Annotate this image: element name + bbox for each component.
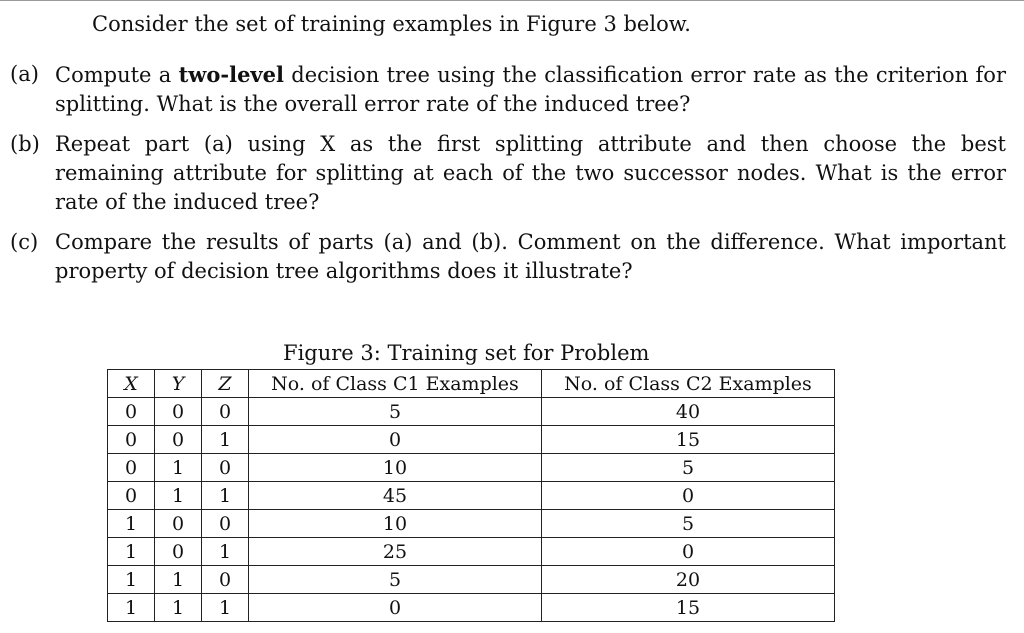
figure-caption: Figure 3: Training set for Problem [283, 341, 650, 365]
table-cell: 0 [155, 510, 202, 538]
question-text: Repeat part (a) using X as the first splitting attribute and then choose the best remaining attribute for splitting at each of the two successor nodes. What is the error rate of the induced tree? [55, 132, 1006, 214]
table-cell: 1 [202, 594, 249, 622]
table-header-row [108, 370, 835, 398]
question-a [10, 60, 1006, 119]
table-cell: 0 [202, 398, 249, 426]
training-set-table [107, 369, 835, 622]
table-cell: 1 [202, 426, 249, 454]
table-row [108, 538, 835, 566]
table-cell: 10 [249, 510, 542, 538]
table-cell: 40 [542, 398, 835, 426]
question-c [10, 228, 1006, 286]
table-cell: 1 [155, 482, 202, 510]
header-y: Y [155, 370, 202, 398]
table-cell: 0 [202, 510, 249, 538]
table-cell: 1 [108, 510, 155, 538]
table-cell: 0 [542, 538, 835, 566]
table-cell: 20 [542, 566, 835, 594]
table-cell: 0 [108, 482, 155, 510]
table-cell: 1 [202, 482, 249, 510]
table-cell: 5 [542, 454, 835, 482]
header-x: X [108, 370, 155, 398]
header-z: Z [202, 370, 249, 398]
table-row [108, 594, 835, 622]
table-cell: 0 [155, 398, 202, 426]
table-cell: 0 [108, 454, 155, 482]
question-text: Compare the results of parts (a) and (b). Comment on the difference. What important property of decision tree algorithms does it illustrate? [55, 230, 1006, 283]
question-text [55, 60, 1006, 119]
table-cell: 5 [542, 510, 835, 538]
table-cell: 25 [249, 538, 542, 566]
table-cell: 15 [542, 426, 835, 454]
question-label: (c) [10, 230, 39, 254]
table-row [108, 426, 835, 454]
table-cell: 15 [542, 594, 835, 622]
table-cell: 0 [108, 398, 155, 426]
table-cell: 0 [202, 454, 249, 482]
table-cell: 1 [108, 566, 155, 594]
header-c1-examples: No. of Class C1 Examples [249, 370, 542, 398]
intro-text: Consider the set of training examples in Figure 3 below. [92, 12, 691, 36]
table-cell: 5 [249, 398, 542, 426]
table-row [108, 482, 835, 510]
table-cell: 0 [202, 566, 249, 594]
top-divider [0, 0, 1024, 1]
table-cell: 0 [155, 426, 202, 454]
bold-emphasis: two-level [178, 62, 284, 87]
question-text-part: Compute a [55, 63, 179, 87]
table-cell: 0 [542, 482, 835, 510]
table-cell: 45 [249, 482, 542, 510]
table-cell: 1 [155, 594, 202, 622]
table-row [108, 398, 835, 426]
table-cell: 1 [108, 594, 155, 622]
question-b [10, 130, 1006, 217]
table-cell: 1 [155, 454, 202, 482]
question-label: (b) [10, 132, 40, 156]
table-cell: 0 [155, 538, 202, 566]
table-cell: 1 [108, 538, 155, 566]
question-label: (a) [10, 62, 39, 86]
table-cell: 0 [249, 426, 542, 454]
table-cell: 1 [202, 538, 249, 566]
table-cell: 0 [249, 594, 542, 622]
header-c2-examples: No. of Class C2 Examples [542, 370, 835, 398]
table-cell: 5 [249, 566, 542, 594]
table-row [108, 454, 835, 482]
table-cell: 10 [249, 454, 542, 482]
table-row [108, 510, 835, 538]
table-row [108, 566, 835, 594]
table-cell: 1 [155, 566, 202, 594]
table-cell: 0 [108, 426, 155, 454]
question-text-part: decision tree using the classification error rate as the criterion for splitting. What is the overall error rate of the induced tree? [55, 63, 1006, 116]
